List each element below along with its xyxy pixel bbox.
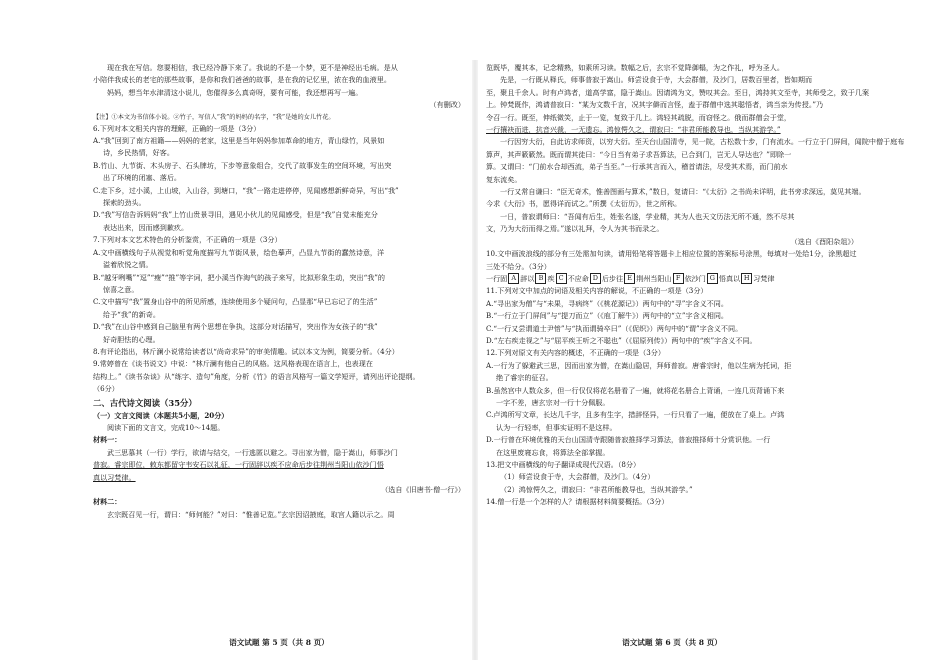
q10-seg: 一行固	[486, 273, 508, 283]
material-line: 玄宗既召见一行，谓曰：“师何能？”对曰：“惟善记览。”玄宗因诏掖庭，取宫人籍以示之。周	[107, 509, 395, 519]
passage-line: 小陪伴我成长的老宅的那些故事，是你和我们爸爸的故事，是在我的记忆里，浓在我的血液里。	[93, 75, 391, 85]
option: 给予“我”的新奇。	[103, 309, 160, 319]
option: 溢着欣悦之情。	[103, 260, 153, 270]
question-11-stem: 11.下列对文中加点的词语及相关内容的解说，不正确的一项是（3分）	[486, 286, 708, 296]
answer-slot-d[interactable]: D	[590, 273, 601, 284]
option: D.“我”在山谷中感到自己脑里有两个思想在争执，这部分对话描写，突出作为女孩子的“我”	[93, 322, 378, 332]
material-line: 至，聚且千余人。时有卢鸿者，道高学富，隐于嵩山。因请鸿为文，赞叹其会。至日，鸿持其文至寺，其师受之，致于几案	[486, 87, 870, 97]
answer-slot-f[interactable]: F	[673, 273, 684, 284]
instruction: 阅读下面的文言文，完成10～14题。	[107, 422, 225, 432]
answer-slot-h[interactable]: H	[741, 273, 752, 284]
option: 惊喜之意。	[103, 284, 139, 294]
passage-line: 现在我在写信。您要相信，我已经冷静下来了。我说的不是一个梦，更不是神经出毛病。是从	[107, 63, 398, 72]
option: 在这里废寝忘食，将算法全部掌握。	[496, 447, 610, 457]
option: A.一行为了躲避武三思，因而出家为僧，在嵩山隐居，拜师普寂。唐睿宗时，他以生病为托词，拒	[486, 360, 792, 370]
q10-seg: 依沙门	[684, 273, 706, 283]
question-6-stem: 6.下列对本文相关内容的理解，正确的一项是（3分）	[93, 123, 261, 133]
answer-slot-e[interactable]: E	[624, 273, 635, 284]
translation-item: （1）师尝设食于寺，大会群僧，及沙门。（4分）	[500, 472, 655, 482]
source-note: （选自《旧唐书·僧一行》）	[381, 485, 465, 494]
material-line: 算声，其声簌簌然。既而谓其徒曰：“今日当有弟子求吾算法，已合到门，岂无人导达也？”即除一	[486, 149, 792, 159]
q10-seg: 后步往	[601, 273, 624, 283]
material-line: 上。钟梵既作，鸿请普寂曰：“某为文数千言，况其字僻而言怪，盍于群僧中选其聪悟者，鸿当亲为传授。”乃	[486, 100, 824, 110]
question-9: 结构上。”《读书杂谈》从“练字、造句”角度，分析《竹》的语言风格写一篇文学短评，请列出评论提纲。	[93, 371, 420, 381]
question-8: 8.有评论指出，林斤澜小说常给读者以“尚奇求异”的审美情趣。试以本文为例，简要分析。（4分）	[93, 346, 399, 356]
passage-line: 妈妈，想当年水津清这小说儿，您催得多么真奇呀，要有可能，我还想再写一遍。	[107, 87, 363, 97]
subsection-heading: （一）文言文阅读（本题共5小题，20分）	[93, 410, 229, 420]
option: B.竹山、九节街、木头房子、石头牌坊，下步等意象组合，交代了故事发生的空间环境，写出突	[93, 160, 392, 170]
translation-item: （2）鸿惊愕久之，谓寂曰：“非君所能教导也，当纵其游学。”	[500, 484, 693, 494]
option: D.一行曾在环境优雅的天台山国清寺跟随普寂推择学习算法，普寂推择师十分赏识他。一行	[486, 435, 771, 445]
page-footer: 语文试题 第 5 页（共 8 页）	[229, 638, 329, 647]
option: B.“越牙咧嘴”“逗”“瘦”“推”等字词，把小溪当作淘气的孩子来写，比拟形象生动，突出“我”的	[93, 272, 386, 282]
answer-slot-g[interactable]: G	[707, 273, 718, 284]
option: C.“一行又尝谓道士尹愔”与“执而谓骑卒曰”（《促织》）两句中的“谓”字含义不同。	[486, 323, 743, 333]
material-line: 一行又常自谦曰：“臣无奇术，惟善图画与算术，”数日，复请曰：“《太衍》之书尚未详明，此书旁求深远，莫见其端。	[500, 187, 866, 197]
material-line: 令召一行。既至，伸纸微笑，止于一览，复致于几上。鸿轻其疏脱，而窃怪之。俄而群僧会于堂，	[486, 112, 792, 122]
source-note: （有删改）	[429, 100, 465, 110]
option: C.文中描写“我”置身山谷中的所见所感，连续使用多个疑问句，凸显那“早已忘记了的生活”	[93, 297, 378, 307]
option: B.“一行立于门屏间”与“提刀而立”（《庖丁解牛》）两句中的“立”字含义相同。	[486, 311, 729, 321]
option: 认为一行轻率，但事实证明不是这样。	[496, 422, 617, 432]
question-10-sentence	[486, 273, 858, 285]
material-line: 普寂。睿宗即位，敕东都留守韦安石以礼征，一行固辞以疾不应命后步往荆州当阳山依沙门悟	[93, 460, 384, 470]
q10-seg: 习梵律	[753, 273, 775, 283]
question-12-stem: 12.下列对原文有关内容的概述，不正确的一项是（3分）	[486, 348, 665, 358]
option: 绝了睿宗的征召。	[496, 373, 553, 383]
answer-slot-b[interactable]: B	[535, 273, 546, 284]
option: 表达出来，因而感到歉疚。	[103, 222, 189, 232]
question-14: 14.僧一行是一个怎样的人？请根据材料简要概括。（3分）	[486, 497, 669, 507]
material-line: 先是，一行既从释氏，师事普寂于嵩山。师尝设食于寺，大会群僧，及沙门，居数百里者，皆如期而	[500, 75, 813, 85]
answer-slot-a[interactable]: A	[508, 273, 519, 284]
option: 一字不差，唐玄宗对一行十分佩服。	[496, 397, 610, 407]
right-page	[486, 62, 905, 662]
option: C.走下乡，过小溪，上山坡，入山谷，到塘口，“我”一路走进停停，见闻感想新鲜奇异，写出“我”	[93, 185, 399, 195]
page-gutter	[472, 60, 478, 660]
q10-seg: 疾	[547, 273, 555, 283]
material-label: 材料二：	[93, 497, 122, 507]
footnote: 【注】①本文为书信体小说。②竹子，写信人“我”的妈妈的名字，“我”是她的女儿竹花。	[93, 113, 335, 121]
question-7-stem: 7.下列对本文艺术特色的分析鉴赏，不正确的一项是（3分）	[93, 235, 282, 245]
question-13-stem: 13.把文中画横线的句子翻译成现代汉语。（8分）	[486, 460, 641, 469]
left-page	[93, 62, 465, 662]
material-line: 武三思慕其（一行）学行，欲请与结交，一行逃匿以避之。寻出家为僧，隐于嵩山，师事沙门	[107, 447, 398, 457]
material-line: 算。又谓曰：“门前水合却西流，弟子当至。”一行承其言而入，稽首请法，尽受其术焉，而门前水	[486, 162, 788, 172]
material-line: 一行因穷大衍，自此访求师资，以穷大衍。至天台山国清寺，见一院，古松数十步，门有流水。一行立于门屏间，闻院中僧于庭布	[500, 137, 905, 147]
answer-slot-c[interactable]: C	[556, 273, 567, 284]
source-note: （选自《酉阳杂俎》）	[790, 236, 858, 246]
material-label: 材料一：	[93, 435, 122, 445]
option: 诗，乡民热情，好客。	[103, 148, 174, 158]
material-line: 今求《大衍》书，愿得详而试之。”所撰《太衍历》，世之所称。	[486, 199, 682, 209]
material-line: 复东流矣。	[486, 174, 522, 184]
question-10-stem: 10.文中画波浪线的部分有三处需加句读，请用铅笔将答题卡上相应位置的答案标号涂黑，每填对一处给1分，涂黑超过三处不给分。（3分）	[486, 249, 857, 271]
q10-seg: 荆州当阳山	[636, 273, 672, 283]
material-line: 一日，普寂谓师曰：“吾闻有后生，姓张名遂，学业精，其为人也天文历法无所不通，然不尽其	[500, 211, 795, 221]
material-line: 文，乃为大衍而得之焉。”遂以礼拜，令人为其书而录之。	[486, 224, 664, 234]
question-9: 9.常婷曾在《谈书说文》中说：“林斤澜有他自己的风格。这风格表现在语言上，也表现在	[93, 359, 373, 369]
material-line: 一行攘袂而进，抗音兴裁，一无遗忘。鸿惊愕久之，谓寂曰：“非君所能教导也，当纵其游学。”	[486, 125, 781, 135]
option: A.“我”回到了南方祖籍——妈妈的老家，这里是当年妈妈参加革命的地方，青山绿竹，风景如	[93, 136, 385, 146]
section-heading: 二、古代诗文阅读（35分）	[93, 397, 197, 408]
q10-seg: 不应命	[567, 273, 589, 283]
q10-seg: 辞以	[520, 273, 535, 283]
option: D.“我”写信告诉妈妈“我”上竹山贵景寻旧，遇见小伙儿的见闻感受，但是“我”自觉未能充分	[93, 210, 378, 220]
option: 探索的劲头。	[103, 198, 146, 208]
material-line: 览既毕，覆其本，记念精熟，如素所习读。数幅之后，玄宗不觉降御榻，为之作礼，呼为圣人。	[486, 63, 784, 72]
option: D.“左右疾走视之”与“屈平疾王听之不聪也”（《屈原列传》）两句中的“疾”字含义不同。	[486, 335, 757, 345]
material-line: 真以习梵律。	[93, 472, 136, 482]
option: 好奇胆怯的心理。	[103, 334, 160, 344]
q10-seg: 悟真以	[718, 273, 741, 283]
option: A.“寻出家为僧”与“未果，寻病终”（《桃花源记》）两句中的“寻”字含义不同。	[486, 298, 728, 308]
page-footer: 语文试题 第 6 页（共 8 页）	[622, 638, 722, 647]
option: 出了环境的闭塞、落后。	[103, 173, 182, 183]
option: C.卢鸿所写文章，长达几千字，且多有生字，措辞怪异，一行只看了一遍，便放在了桌上。卢鸿	[486, 410, 785, 420]
option: B.虽然宫中人数众多，但一行仅仅将花名册看了一遍，就将花名册合上背诵，一连几页背诵下来	[486, 385, 785, 395]
option: A.文中画横线句子从视觉和听觉角度描写九节街风景，绘色摹声，凸显九节街的蠢然诗意，洋	[93, 247, 385, 257]
question-9: （6分）	[93, 384, 119, 394]
